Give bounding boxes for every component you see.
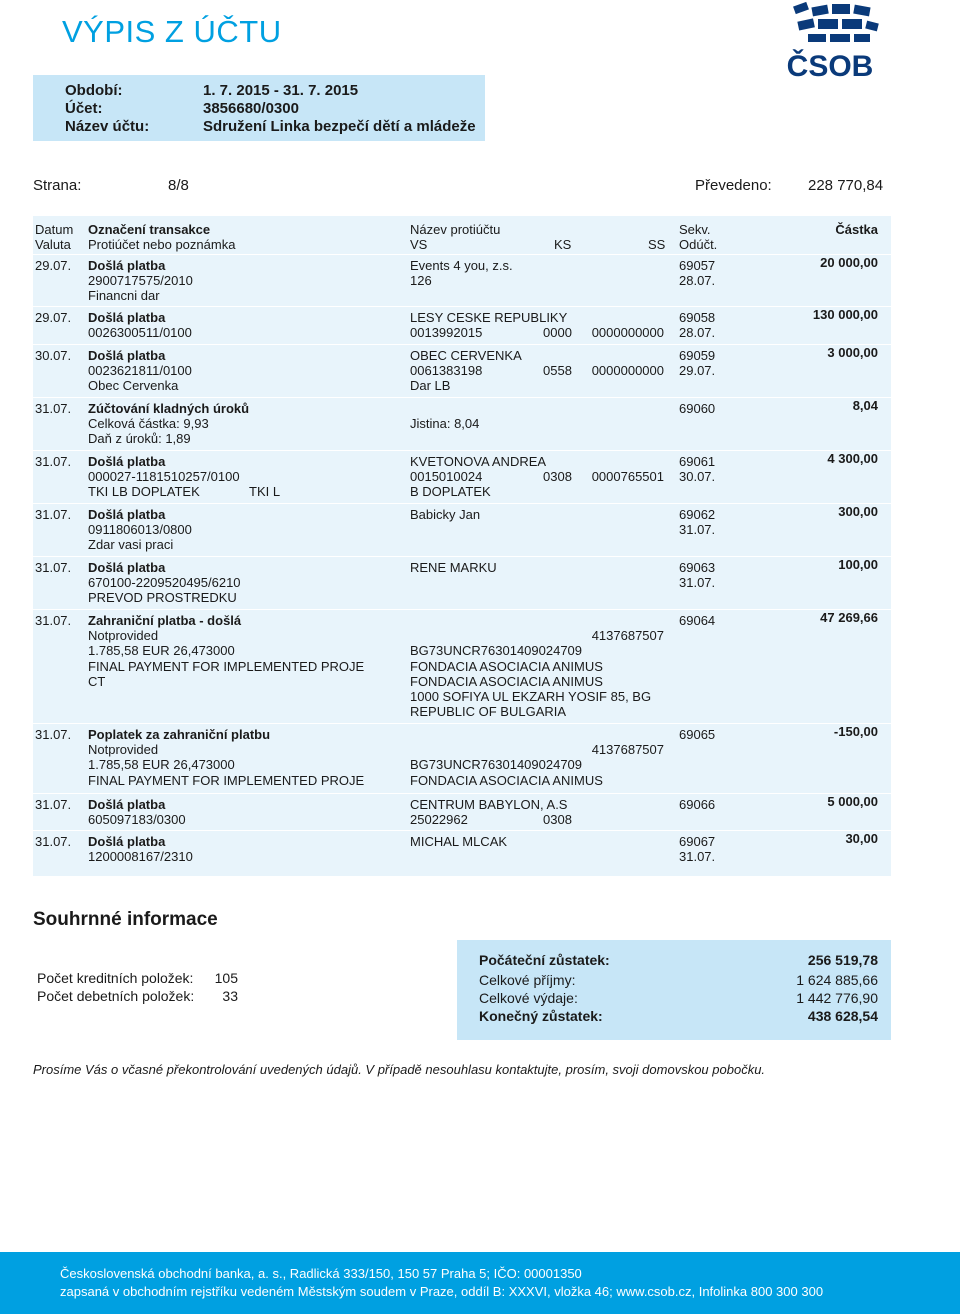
tx-sekv: 69058 bbox=[679, 310, 716, 325]
tx-counter-line: BG73UNCR76301409024709 bbox=[410, 757, 583, 773]
summary-balances bbox=[457, 940, 891, 1040]
tx-counterparty-name: RENE MARKU bbox=[410, 560, 497, 575]
col-oduct: Odúčt. bbox=[679, 237, 718, 252]
account-name-value: Sdružení Linka bezpečí dětí a mládeže bbox=[203, 118, 476, 135]
tx-type: Došlá platba bbox=[88, 454, 166, 469]
tx-counter-line: REPUBLIC OF BULGARIA bbox=[410, 704, 567, 720]
tx-amount: 3 000,00 bbox=[827, 345, 878, 360]
tx-detail-line: Notprovided bbox=[88, 742, 159, 758]
tx-vs: Jistina: 8,04 bbox=[410, 416, 480, 432]
tx-oduct: 31.07. bbox=[679, 849, 716, 865]
tx-sekv: 69060 bbox=[679, 401, 716, 416]
total-expense-label: Celkové výdaje: bbox=[479, 990, 578, 1006]
footer-line-2: zapsaná v obchodním rejstříku vedeném Městským soudem v Praze, oddíl B: XXXVI, vložka 46; www.csob.cz, Infolinka 800 300 300 bbox=[60, 1284, 824, 1299]
tx-date: 29.07. bbox=[35, 258, 72, 273]
row-divider bbox=[33, 793, 891, 794]
tx-detail-line: Celková částka: 9,93 bbox=[88, 416, 209, 432]
tx-counter-reference: 4137687507 bbox=[591, 628, 664, 644]
period-value: 1. 7. 2015 - 31. 7. 2015 bbox=[203, 82, 359, 99]
tx-oduct: 28.07. bbox=[679, 325, 716, 341]
tx-detail-line: 0911806013/0800 bbox=[88, 522, 192, 538]
start-balance-value: 256 519,78 bbox=[807, 952, 878, 968]
tx-sekv: 69062 bbox=[679, 507, 716, 522]
tx-amount: 30,00 bbox=[845, 831, 878, 846]
col-oznaceni: Označení transakce bbox=[88, 222, 211, 237]
tx-oduct: 31.07. bbox=[679, 522, 716, 538]
tx-vs: 0061383198 bbox=[410, 363, 483, 379]
tx-extra: TKI L bbox=[249, 484, 281, 500]
tx-detail-line: CT bbox=[88, 673, 106, 689]
tx-counter-line: 1000 SOFIYA UL EKZARH YOSIF 85, BG bbox=[410, 689, 652, 704]
tx-date: 30.07. bbox=[35, 348, 72, 363]
footer-line-1: Československá obchodní banka, a. s., Radlická 333/150, 150 57 Praha 5; IČO: 00001350 bbox=[60, 1266, 582, 1281]
tx-type: Zúčtování kladných úroků bbox=[88, 401, 250, 416]
tx-ss: 0000000000 bbox=[591, 363, 664, 379]
tx-detail-line: Financni dar bbox=[88, 288, 160, 304]
tx-date: 31.07. bbox=[35, 507, 72, 522]
carried-over-value: 228 770,84 bbox=[808, 177, 884, 194]
tx-detail-line: 0026300511/0100 bbox=[88, 325, 192, 341]
carried-over-label: Převedeno: bbox=[695, 177, 772, 194]
tx-type: Došlá platba bbox=[88, 310, 166, 325]
tx-counterparty-note: B DOPLATEK bbox=[410, 484, 491, 500]
tx-sekv: 69067 bbox=[679, 834, 716, 849]
tx-sekv: 69057 bbox=[679, 258, 716, 273]
tx-detail-line: 0023621811/0100 bbox=[88, 363, 192, 379]
tx-counter-line: FONDACIA ASOCIACIA ANIMUS bbox=[410, 673, 603, 689]
tx-type: Došlá platba bbox=[88, 560, 166, 575]
tx-date: 31.07. bbox=[35, 560, 72, 575]
tx-sekv: 69065 bbox=[679, 727, 716, 742]
tx-detail-line: Zdar vasi praci bbox=[88, 537, 174, 553]
end-balance-label: Konečný zůstatek: bbox=[479, 1008, 603, 1024]
total-income-label: Celkové příjmy: bbox=[479, 972, 576, 988]
debit-count-label: Počet debetních položek: bbox=[37, 988, 195, 1004]
tx-date: 31.07. bbox=[35, 727, 72, 742]
tx-vs: 25022962 bbox=[410, 812, 468, 828]
col-protiucet: Protiúčet nebo poznámka bbox=[88, 237, 236, 252]
row-divider bbox=[33, 450, 891, 451]
page-title: VÝPIS Z ÚČTU bbox=[62, 14, 282, 49]
tx-sekv: 69064 bbox=[679, 613, 716, 628]
tx-detail-line: 1.785,58 EUR 26,473000 bbox=[88, 643, 235, 659]
tx-counterparty-name: MICHAL MLCAK bbox=[410, 834, 508, 849]
tx-ks: 0558 bbox=[543, 363, 572, 379]
tx-detail-line: 1200008167/2310 bbox=[88, 849, 193, 865]
tx-date: 31.07. bbox=[35, 797, 72, 812]
period-label: Období: bbox=[65, 82, 123, 99]
tx-detail-line: Notprovided bbox=[88, 628, 159, 644]
tx-amount: 47 269,66 bbox=[820, 610, 878, 625]
col-ks: KS bbox=[554, 237, 572, 252]
footer bbox=[0, 1252, 960, 1314]
tx-vs: 0015010024 bbox=[410, 469, 483, 485]
tx-detail-line: Obec Cervenka bbox=[88, 378, 179, 394]
tx-ss: 0000765501 bbox=[591, 469, 664, 485]
total-expense-value: 1 442 776,90 bbox=[796, 990, 878, 1006]
page-number: 8/8 bbox=[168, 177, 189, 194]
tx-type: Došlá platba bbox=[88, 507, 166, 522]
tx-type: Došlá platba bbox=[88, 797, 166, 812]
tx-counterparty-name: OBEC CERVENKA bbox=[410, 348, 522, 363]
tx-sekv: 69063 bbox=[679, 560, 716, 575]
tx-detail-line: PREVOD PROSTREDKU bbox=[88, 590, 237, 606]
col-datum: Datum bbox=[35, 222, 74, 237]
row-divider bbox=[33, 723, 891, 724]
tx-oduct: 30.07. bbox=[679, 469, 716, 485]
tx-type: Zahraniční platba - došlá bbox=[88, 613, 242, 628]
row-divider bbox=[33, 830, 891, 831]
tx-amount: 300,00 bbox=[838, 504, 878, 519]
tx-counter-line: FONDACIA ASOCIACIA ANIMUS bbox=[410, 772, 603, 788]
tx-date: 31.07. bbox=[35, 454, 72, 469]
summary-counts bbox=[33, 940, 455, 1040]
tx-ss: 0000000000 bbox=[591, 325, 664, 341]
tx-amount: 100,00 bbox=[838, 557, 878, 572]
tx-amount: 8,04 bbox=[852, 398, 878, 413]
tx-oduct: 28.07. bbox=[679, 273, 716, 289]
tx-detail-line: 1.785,58 EUR 26,473000 bbox=[88, 757, 235, 773]
tx-counterparty-name: Babicky Jan bbox=[410, 507, 481, 522]
tx-date: 31.07. bbox=[35, 401, 72, 416]
col-valuta: Valuta bbox=[35, 237, 71, 252]
tx-oduct: 29.07. bbox=[679, 363, 716, 379]
logo-text: ČSOB bbox=[786, 50, 874, 83]
tx-detail-line: FINAL PAYMENT FOR IMPLEMENTED PROJE bbox=[88, 772, 365, 788]
tx-date: 31.07. bbox=[35, 613, 72, 628]
tx-amount: 130 000,00 bbox=[812, 307, 878, 322]
tx-sekv: 69059 bbox=[679, 348, 716, 363]
tx-type: Poplatek za zahraniční platbu bbox=[88, 727, 271, 742]
row-divider bbox=[33, 503, 891, 504]
row-divider bbox=[33, 397, 891, 398]
tx-date: 31.07. bbox=[35, 834, 72, 849]
tx-ks: 0000 bbox=[543, 325, 572, 341]
col-castka: Částka bbox=[835, 222, 878, 237]
credit-count-value: 105 bbox=[214, 970, 238, 986]
credit-count-label: Počet kreditních položek: bbox=[37, 970, 194, 986]
row-divider bbox=[33, 609, 891, 610]
tx-detail-line: TKI LB DOPLATEK bbox=[88, 484, 200, 500]
tx-type: Došlá platba bbox=[88, 834, 166, 849]
start-balance-label: Počáteční zůstatek: bbox=[479, 952, 610, 968]
row-divider bbox=[33, 556, 891, 557]
tx-sekv: 69066 bbox=[679, 797, 716, 812]
tx-detail-line: 000027-1181510257/0100 bbox=[88, 469, 240, 485]
tx-amount: 4 300,00 bbox=[827, 451, 878, 466]
col-sekv: Sekv. bbox=[679, 222, 711, 237]
tx-amount: -150,00 bbox=[833, 724, 878, 739]
end-balance-value: 438 628,54 bbox=[807, 1008, 878, 1024]
debit-count-value: 33 bbox=[222, 988, 238, 1004]
tx-ks: 0308 bbox=[543, 812, 572, 828]
tx-counterparty-name: Events 4 you, z.s. bbox=[410, 258, 513, 273]
account-name-label: Název účtu: bbox=[65, 118, 150, 135]
tx-detail-line: 670100-2209520495/6210 bbox=[88, 575, 241, 591]
tx-counterparty-name: LESY CESKE REPUBLIKY bbox=[410, 310, 568, 325]
tx-counterparty-note: Dar LB bbox=[410, 378, 451, 394]
page-label: Strana: bbox=[33, 177, 82, 194]
account-label: Účet: bbox=[65, 100, 103, 117]
col-vs: VS bbox=[410, 237, 428, 252]
tx-detail-line: Daň z úroků: 1,89 bbox=[88, 431, 191, 447]
total-income-value: 1 624 885,66 bbox=[796, 972, 878, 988]
tx-counter-line: FONDACIA ASOCIACIA ANIMUS bbox=[410, 658, 603, 674]
tx-type: Došlá platba bbox=[88, 258, 166, 273]
account-value: 3856680/0300 bbox=[203, 100, 299, 117]
tx-vs: 126 bbox=[410, 273, 432, 289]
tx-sekv: 69061 bbox=[679, 454, 716, 469]
tx-amount: 20 000,00 bbox=[820, 255, 878, 270]
tx-counterparty-name: KVETONOVA ANDREA bbox=[410, 454, 547, 469]
row-divider bbox=[33, 306, 891, 307]
note-text: Prosíme Vás o včasné překontrolování uvedených údajů. V případě nesouhlasu kontaktujte, prosím, svoji domovskou pobočku. bbox=[33, 1062, 766, 1077]
row-divider bbox=[33, 344, 891, 345]
summary-title: Souhrnné informace bbox=[33, 909, 218, 930]
tx-ks: 0308 bbox=[543, 469, 572, 485]
tx-vs: 0013992015 bbox=[410, 325, 483, 341]
col-ss: SS bbox=[648, 237, 666, 252]
tx-detail-line: 2900717575/2010 bbox=[88, 273, 193, 289]
tx-counter-line: BG73UNCR76301409024709 bbox=[410, 643, 583, 659]
tx-counter-reference: 4137687507 bbox=[591, 742, 664, 758]
tx-amount: 5 000,00 bbox=[827, 794, 878, 809]
tx-counterparty-name: CENTRUM BABYLON, A.S bbox=[410, 797, 568, 812]
tx-oduct: 31.07. bbox=[679, 575, 716, 591]
tx-date: 29.07. bbox=[35, 310, 72, 325]
tx-detail-line: 605097183/0300 bbox=[88, 812, 186, 828]
tx-type: Došlá platba bbox=[88, 348, 166, 363]
col-nazev: Název protiúčtu bbox=[410, 222, 501, 237]
tx-detail-line: FINAL PAYMENT FOR IMPLEMENTED PROJE bbox=[88, 658, 365, 674]
